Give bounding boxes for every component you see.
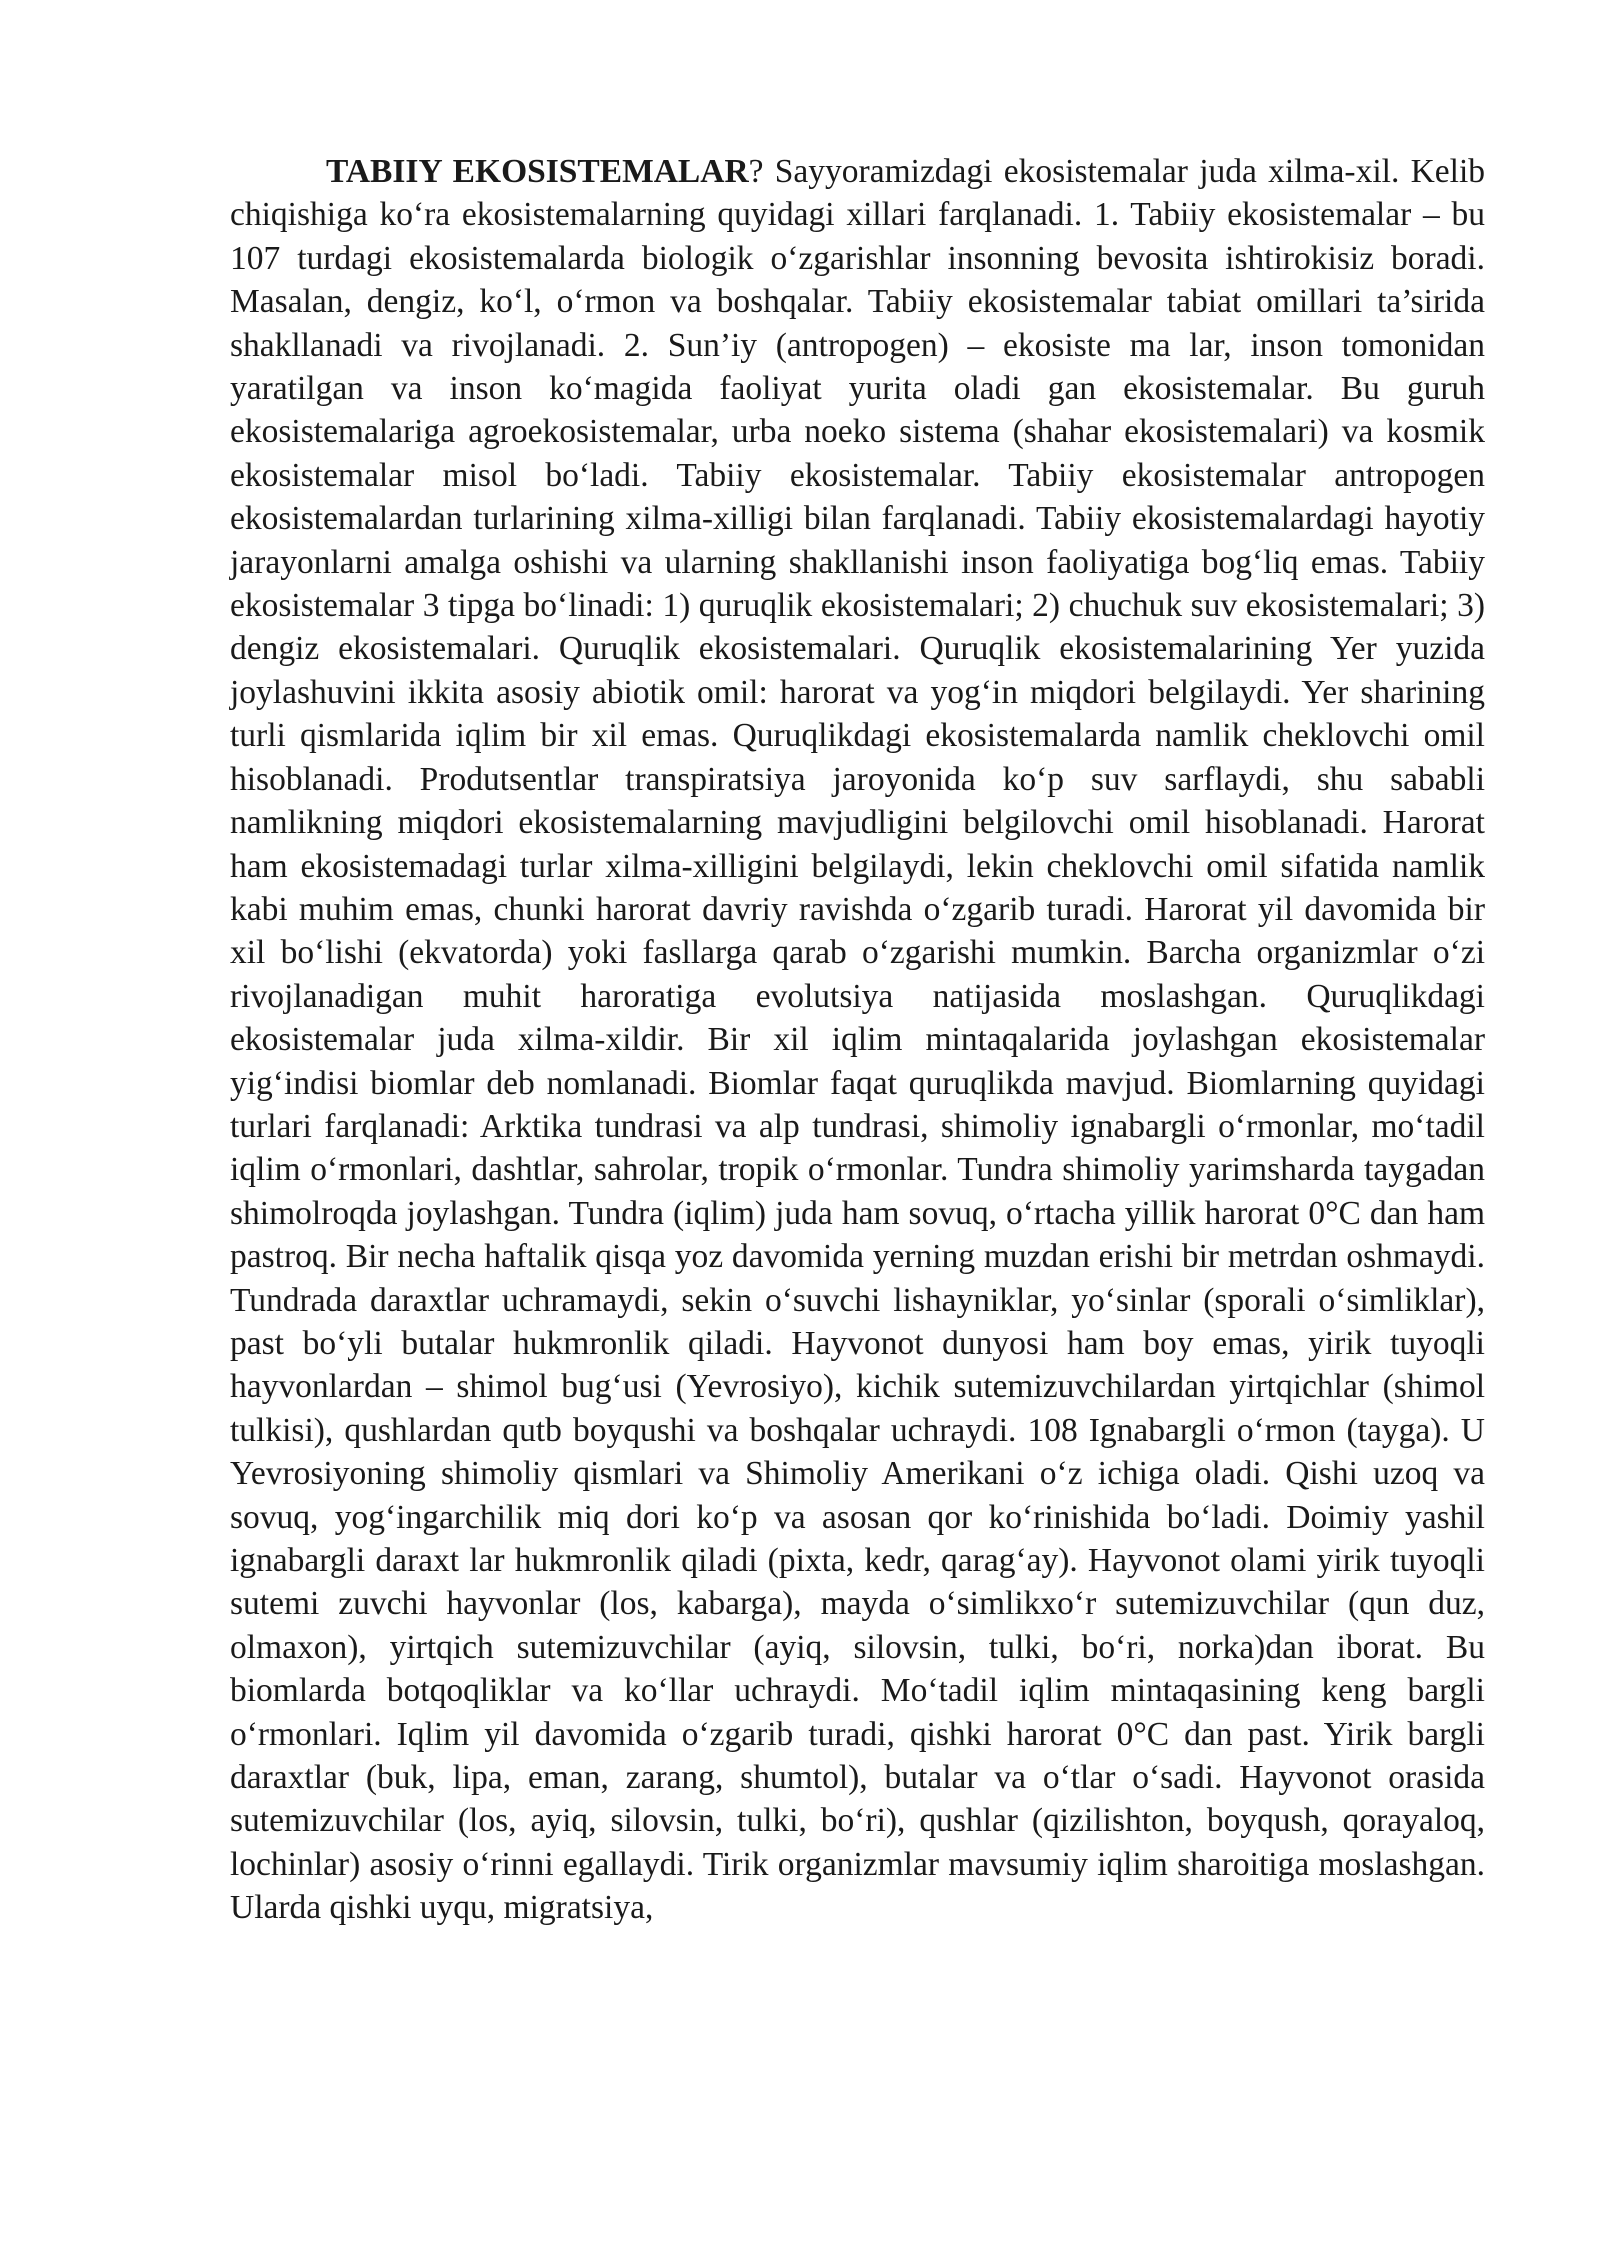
section-heading: TABIIY EKOSISTEMALAR: [326, 153, 749, 190]
paragraph-text: ? Sayyoramizdagi ekosistemalar juda xilma-xil. Kelib chiqishiga ko‘ra ekosistemalarning quyidagi xillari farqlanadi. 1. Tabiiy ekosistemalar – bu 107 turdagi ekosistemalarda biologik o‘zgarishlar insonning bevosita ishtirokisiz boradi. Masalan, dengiz, ko‘l, o‘rmon va boshqalar. Tabiiy ekosistemalar tabiat omillari ta’sirida shakllanadi va rivojlanadi. 2. Sun’iy (antropogen) – ekosiste ma lar, inson tomonidan yaratilgan va inson ko‘magida faoliyat yurita oladi gan ekosistemalar. Bu guruh ekosistemalariga agroekosistemalar, urba noeko sistema (shahar ekosistemalari) va kosmik ekosistemalar misol bo‘ladi. Tabiiy ekosistemalar. Tabiiy ekosistemalar antropogen ekosistemalardan turlarining xilma-xilligi bilan farqlanadi. Tabiiy ekosistemalardagi hayotiy jarayonlarni amalga oshishi va ularning shakllanishi inson faoliyatiga bog‘liq emas. Tabiiy ekosistemalar 3 tipga bo‘linadi: 1) quruqlik ekosistemalari; 2) chuchuk suv ekosistemalari; 3) dengiz ekosistemalari. Quruqlik ekosistemalari. Quruqlik ekosistemalarining Yer yuzida joylashuvini ikkita asosiy abiotik omil: harorat va yog‘in miqdori belgilaydi. Yer sharining turli qismlarida iqlim bir xil emas. Quruqlikdagi ekosistemalarda namlik cheklovchi omil hisoblanadi. Produtsentlar transpiratsiya jaroyonida ko‘p suv sarflaydi, shu sababli namlikning miqdori ekosistemalarning mavjudligini belgilovchi omil hisoblanadi. Harorat ham ekosistemadagi turlar xilma-xilligini belgilaydi, lekin cheklovchi omil sifatida namlik kabi muhim emas, chunki harorat davriy ravishda o‘zgarib turadi. Harorat yil davomida bir xil bo‘lishi (ekvatorda) yoki fasllarga qarab o‘zgarishi mumkin. Barcha organizmlar o‘zi rivojlanadigan muhit haroratiga evolutsiya natijasida moslashgan. Quruqlikdagi ekosistemalar juda xilma-xildir. Bir xil iqlim mintaqalarida joylashgan ekosistemalar yig‘indisi biomlar deb nomlanadi. Biomlar faqat quruqlikda mavjud. Biomlarning quyidagi turlari farqlanadi: Arktika tundrasi va alp tundrasi, shimoliy ignabargli o‘rmonlar, mo‘tadil iqlim o‘rmonlari, dashtlar, sahrolar, tropik o‘rmonlar. Tundra shimoliy yarimsharda taygadan shimolroqda joylashgan. Tundra (iqlim) juda ham sovuq, o‘rtacha yillik harorat 0°C dan ham pastroq. Bir necha haftalik qisqa yoz davomida yerning muzdan erishi bir metrdan oshmaydi. Tundrada daraxtlar uchramaydi, sekin o‘suvchi lishayniklar, yo‘sinlar (sporali o‘simliklar), past bo‘yli butalar hukmronlik qiladi. Hayvonot dunyosi ham boy emas, yirik tuyoqli hayvonlardan – shimol bug‘usi (Yevrosiyo), kichik sutemizuvchilardan yirtqichlar (shimol tulkisi), qushlardan qutb boyqushi va boshqalar uchraydi. 108 Ignabargli o‘rmon (tayga). U Yevrosiyoning shimoliy qismlari va Shimoliy Amerikani o‘z ichiga oladi. Qishi uzoq va sovuq, yog‘ingarchilik miq dori ko‘p va asosan qor ko‘rinishida bo‘ladi. Doimiy yashil ignabargli daraxt lar hukmronlik qiladi (pixta, kedr, qarag‘ay). Hayvonot olami yirik tuyoqli sutemi zuvchi hayvonlar (los, kabarga), mayda o‘simlikxo‘r sutemizuvchilar (qun duz, olmaxon), yirtqich sutemizuvchilar (ayiq, silovsin, tulki, bo‘ri, norka)dan iborat. Bu biomlarda botqoqliklar va ko‘llar uchraydi. Mo‘tadil iqlim mintaqasining keng bargli o‘rmonlari. Iqlim yil davomida o‘zgarib turadi, qishki harorat 0°C dan past. Yirik bargli daraxtlar (buk, lipa, eman, zarang, shumtol), butalar va o‘tlar o‘sadi. Hayvonot orasida sutemizuvchilar (los, ayiq, silovsin, tulki, bo‘ri), qushlar (qizilishton, boyqush, qorayaloq, lochinlar) asosiy o‘rinni egallaydi. Tirik organizmlar mavsumiy iqlim sharoitiga moslashgan. Ularda qishki uyqu, migratsiya,: [230, 153, 1486, 1927]
body-paragraph: [230, 150, 1485, 1930]
